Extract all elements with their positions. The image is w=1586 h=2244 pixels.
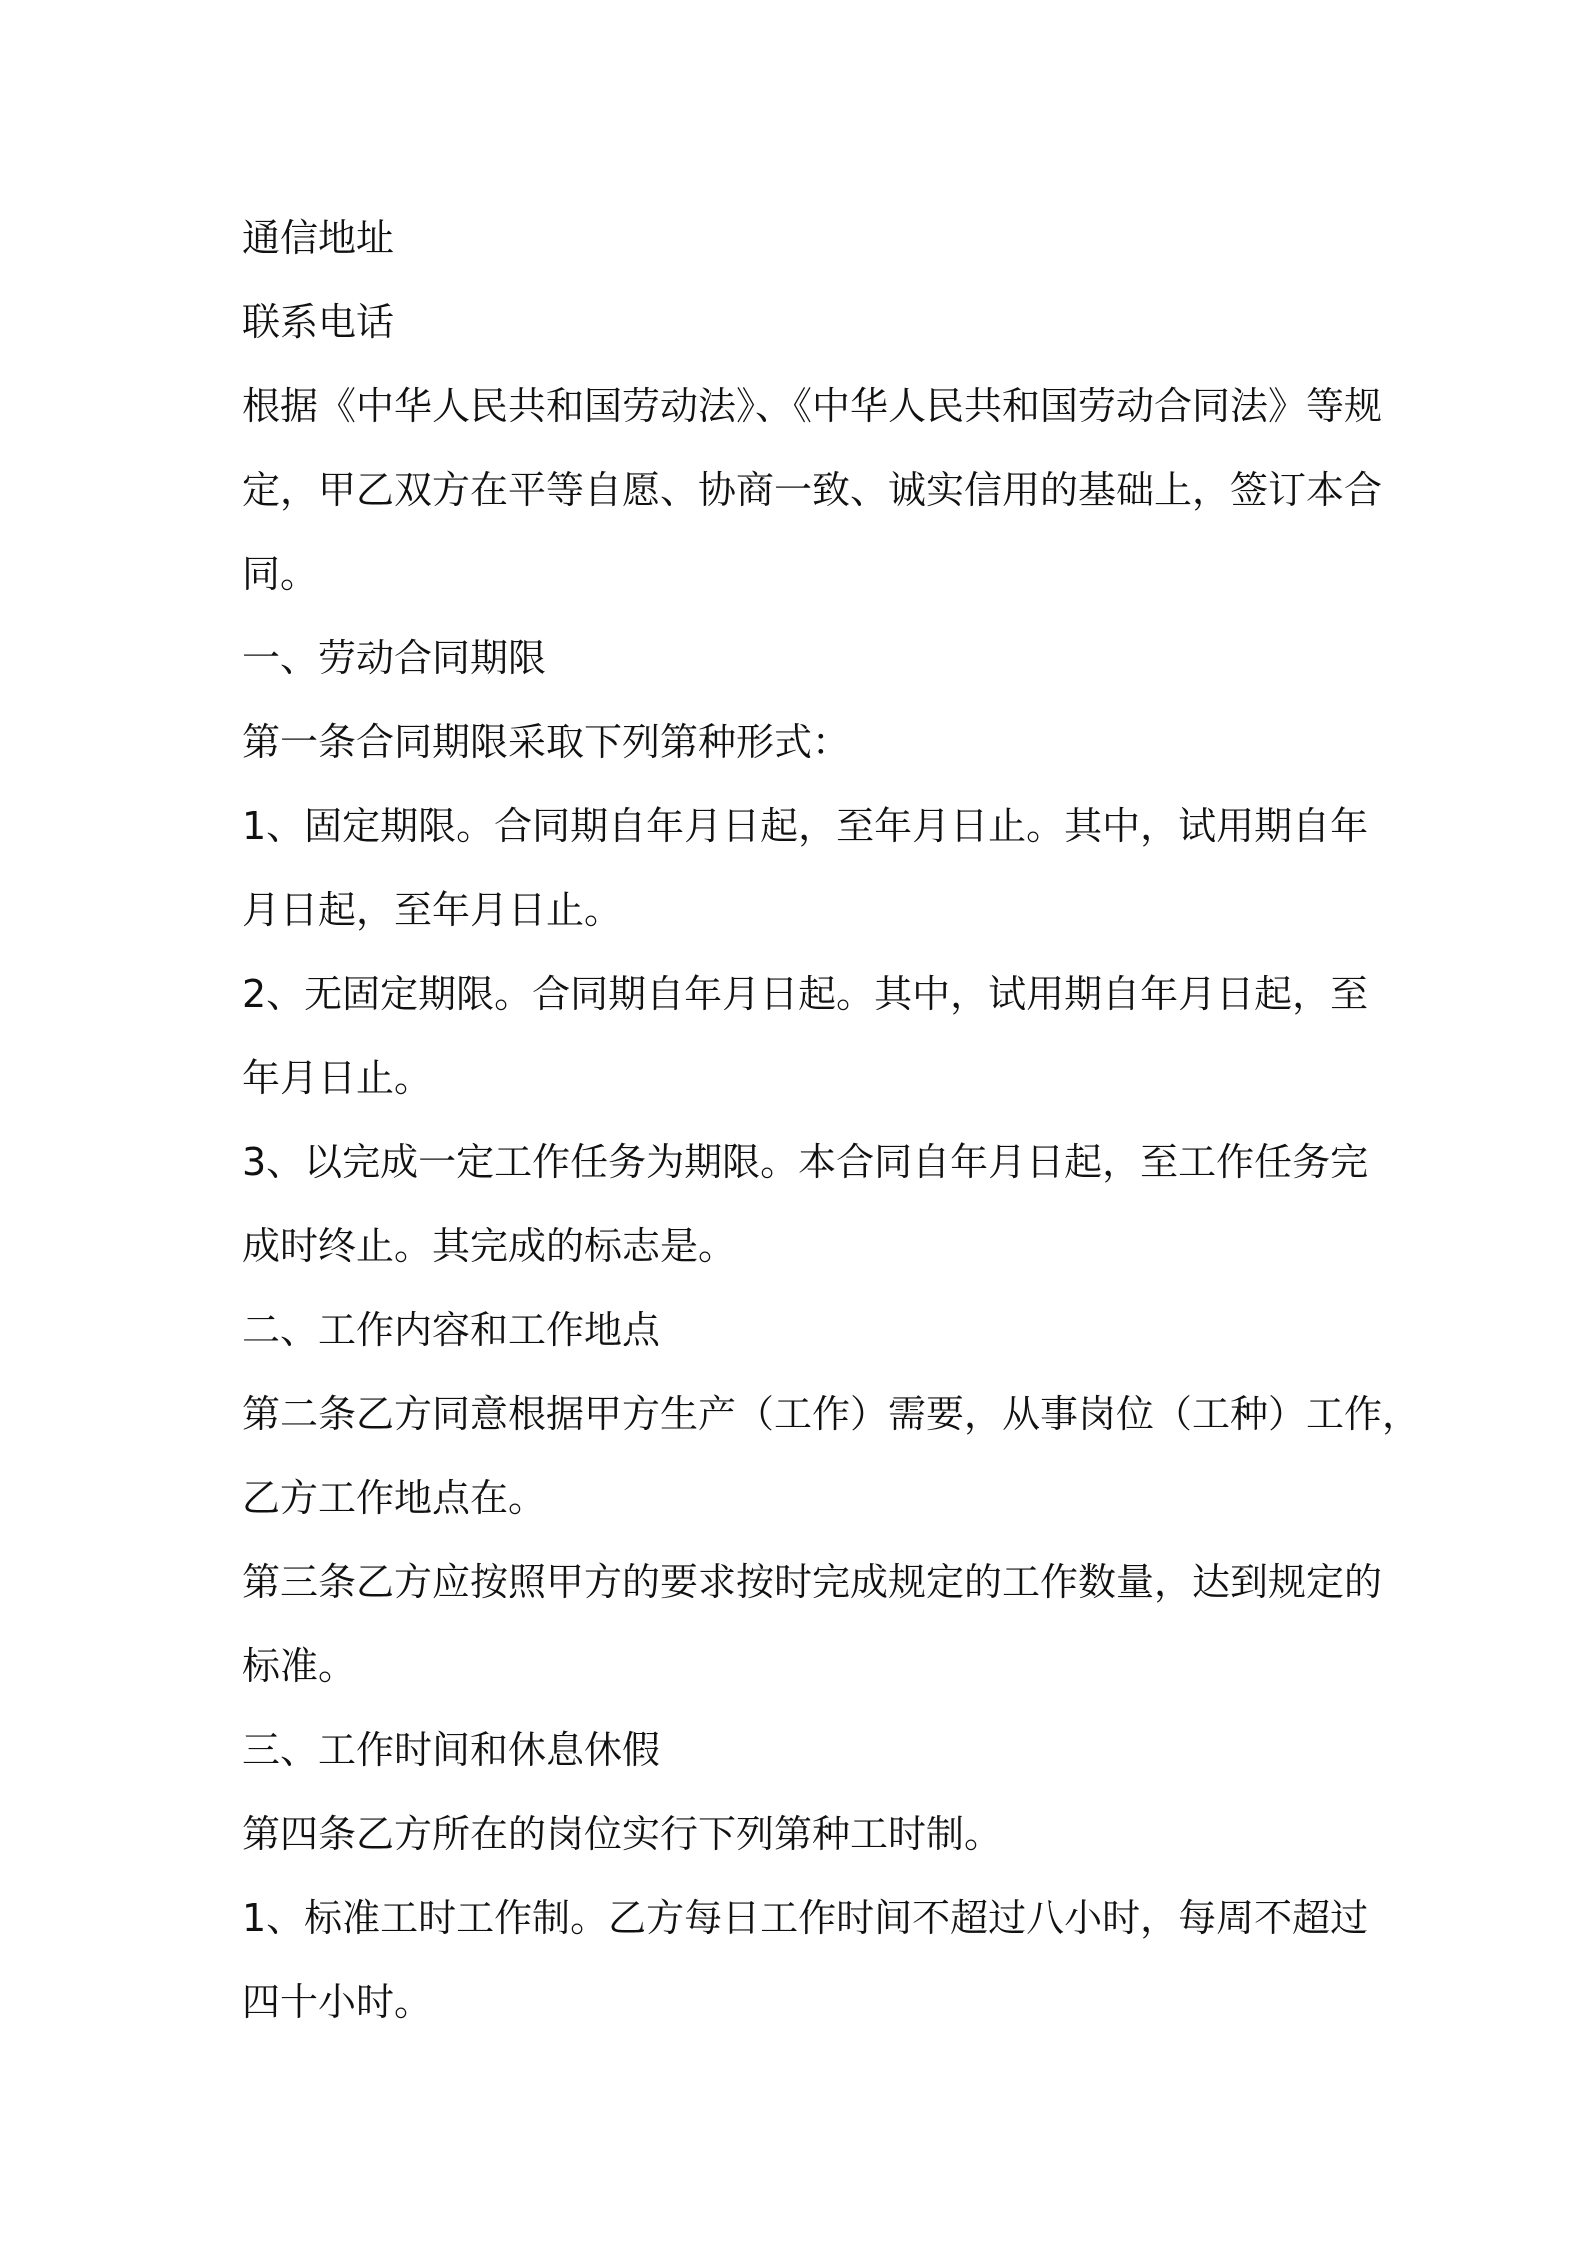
clause-1-1a: 1、固定期限。合同期自年月日起，至年月日止。其中，试用期自年 <box>242 804 1369 848</box>
clause-1-1b: 月日起，至年月日止。 <box>242 888 623 932</box>
article-2b: 乙方工作地点在。 <box>242 1476 547 1520</box>
line-mailing-address: 通信地址 <box>242 216 395 260</box>
article-3b: 标准。 <box>242 1644 357 1688</box>
clause-1-3b: 成时终止。其完成的标志是。 <box>242 1224 737 1268</box>
line-preamble-3: 同。 <box>242 552 319 596</box>
section-heading-3: 三、工作时间和休息休假 <box>242 1728 661 1772</box>
section-heading-2: 二、工作内容和工作地点 <box>242 1308 661 1352</box>
document-page <box>242 196 1421 2044</box>
article-1: 第一条合同期限采取下列第种形式： <box>242 720 851 764</box>
line-preamble-2: 定，甲乙双方在平等自愿、协商一致、诚实信用的基础上，签订本合 <box>242 468 1383 512</box>
article-4: 第四条乙方所在的岗位实行下列第种工时制。 <box>242 1812 1003 1856</box>
article-3a: 第三条乙方应按照甲方的要求按时完成规定的工作数量，达到规定的 <box>242 1560 1383 1604</box>
line-phone: 联系电话 <box>242 300 395 344</box>
clause-1-2b: 年月日止。 <box>242 1056 433 1100</box>
clause-4-1b: 四十小时。 <box>242 1980 433 2024</box>
clause-1-3a: 3、以完成一定工作任务为期限。本合同自年月日起，至工作任务完 <box>242 1140 1369 1184</box>
clause-1-2a: 2、无固定期限。合同期自年月日起。其中，试用期自年月日起，至 <box>242 972 1369 1016</box>
clause-4-1a: 1、标准工时工作制。乙方每日工作时间不超过八小时，每周不超过 <box>242 1896 1369 1940</box>
section-heading-1: 一、劳动合同期限 <box>242 636 547 680</box>
article-2a: 第二条乙方同意根据甲方生产（工作）需要，从事岗位（工种）工作， <box>242 1392 1421 1436</box>
line-preamble-1: 根据《中华人民共和国劳动法》、《中华人民共和国劳动合同法》等规 <box>242 384 1383 428</box>
